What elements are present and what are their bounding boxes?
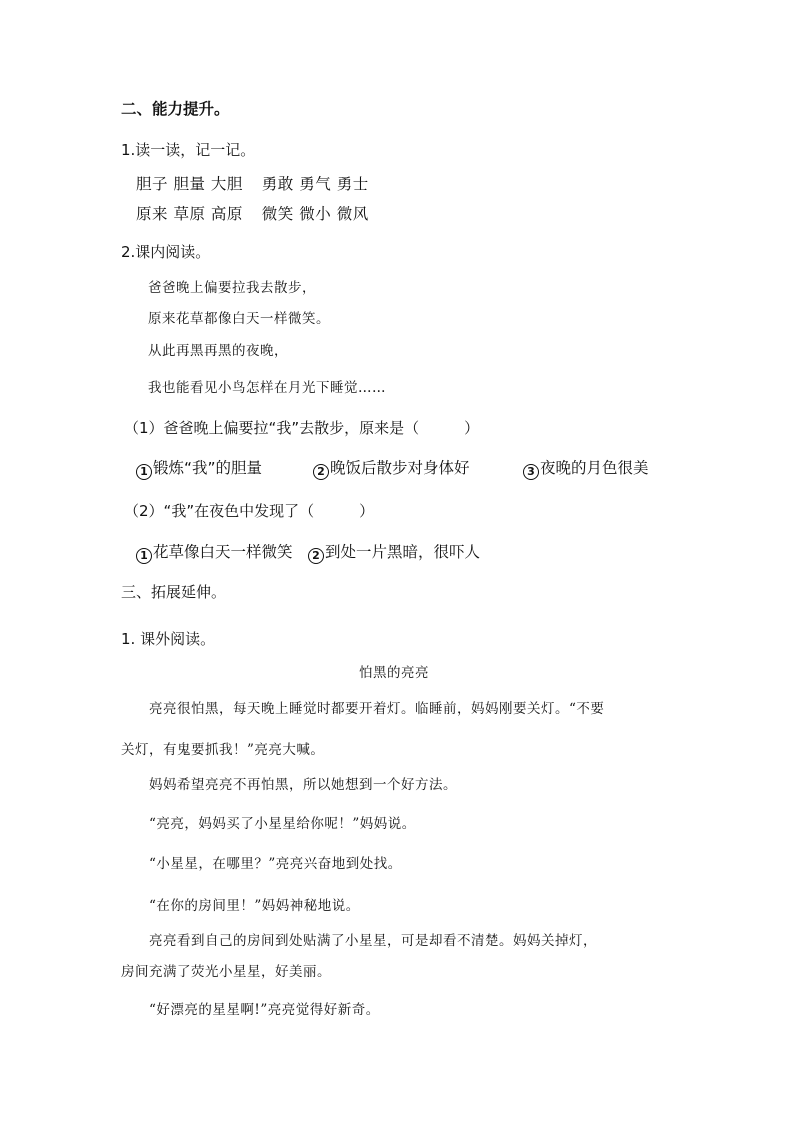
word-row-1 — [136, 177, 369, 193]
story-paragraph: 房间充满了荧光小星星，好美丽。 — [121, 964, 331, 980]
story-paragraph: 妈妈希望亮亮不再怕黑，所以她想到一个好方法。 — [149, 777, 457, 793]
word: 高原 — [210, 205, 243, 223]
story-paragraph: 亮亮看到自己的房间到处贴满了小星星，可是却看不清楚。妈妈关掉灯， — [149, 933, 597, 949]
option-text: 锻炼“我”的胆量 — [153, 459, 263, 477]
word: 微笑 — [261, 205, 294, 223]
circled-number: 1 — [136, 548, 152, 564]
word: 大胆 — [210, 175, 243, 193]
circled-number: 2 — [308, 548, 324, 564]
circled-number: 3 — [523, 464, 539, 480]
story-paragraph: 关灯，有鬼要抓我！”亮亮大喊。 — [121, 742, 325, 758]
option-text: 到处一片黑暗，很吓人 — [325, 543, 481, 561]
option-text: 晚饭后散步对身体好 — [330, 459, 470, 477]
word-row-2 — [136, 207, 369, 223]
word: 勇气 — [299, 175, 332, 193]
option-2-1 — [136, 545, 293, 564]
option-text: 夜晚的月色很美 — [540, 459, 649, 477]
s3-q1-label: 1. 课外阅读。 — [121, 630, 216, 648]
word: 勇士 — [336, 175, 369, 193]
story-paragraph: “亮亮，妈妈买了小星星给你呢！”妈妈说。 — [149, 816, 416, 832]
option-1-1 — [136, 461, 262, 480]
word: 勇敢 — [261, 175, 294, 193]
sub-question-2: （2）“我”在夜色中发现了（ ） — [124, 502, 375, 520]
story-paragraph: “小星星，在哪里？”亮亮兴奋地到处找。 — [149, 856, 402, 872]
section-2-heading: 二、能力提升。 — [121, 100, 230, 118]
poem-line: 爸爸晚上偏要拉我去散步， — [148, 280, 316, 296]
poem-line: 原来花草都像白天一样微笑。 — [148, 311, 330, 327]
circled-number: 1 — [136, 464, 152, 480]
word: 胆子 — [136, 175, 169, 193]
option-text: 花草像白天一样微笑 — [153, 543, 293, 561]
sub-question-1: （1）爸爸晚上偏要拉“我”去散步，原来是（ ） — [124, 419, 480, 437]
poem-line: 我也能看见小鸟怎样在月光下睡觉…… — [148, 380, 386, 396]
option-1-2 — [313, 461, 470, 480]
q2-label: 2.课内阅读。 — [121, 243, 211, 261]
option-1-3 — [523, 461, 649, 480]
word: 微小 — [299, 205, 332, 223]
section-3-heading: 三、拓展延伸。 — [121, 583, 227, 601]
story-paragraph: “好漂亮的星星啊!”亮亮觉得好新奇。 — [149, 1002, 380, 1018]
q1-label: 1.读一读，记一记。 — [121, 141, 256, 159]
circled-number: 2 — [313, 464, 329, 480]
word: 胆量 — [173, 175, 206, 193]
word: 草原 — [173, 205, 206, 223]
word: 微风 — [336, 205, 369, 223]
option-2-2 — [308, 545, 480, 564]
story-paragraph: 亮亮很怕黑，每天晚上睡觉时都要开着灯。临睡前，妈妈刚要关灯。“不要 — [149, 701, 605, 717]
word: 原来 — [136, 205, 169, 223]
poem-line: 从此再黑再黑的夜晚， — [148, 343, 288, 359]
story-title: 怕黑的亮亮 — [359, 665, 429, 681]
story-paragraph: “在你的房间里！”妈妈神秘地说。 — [149, 898, 360, 914]
